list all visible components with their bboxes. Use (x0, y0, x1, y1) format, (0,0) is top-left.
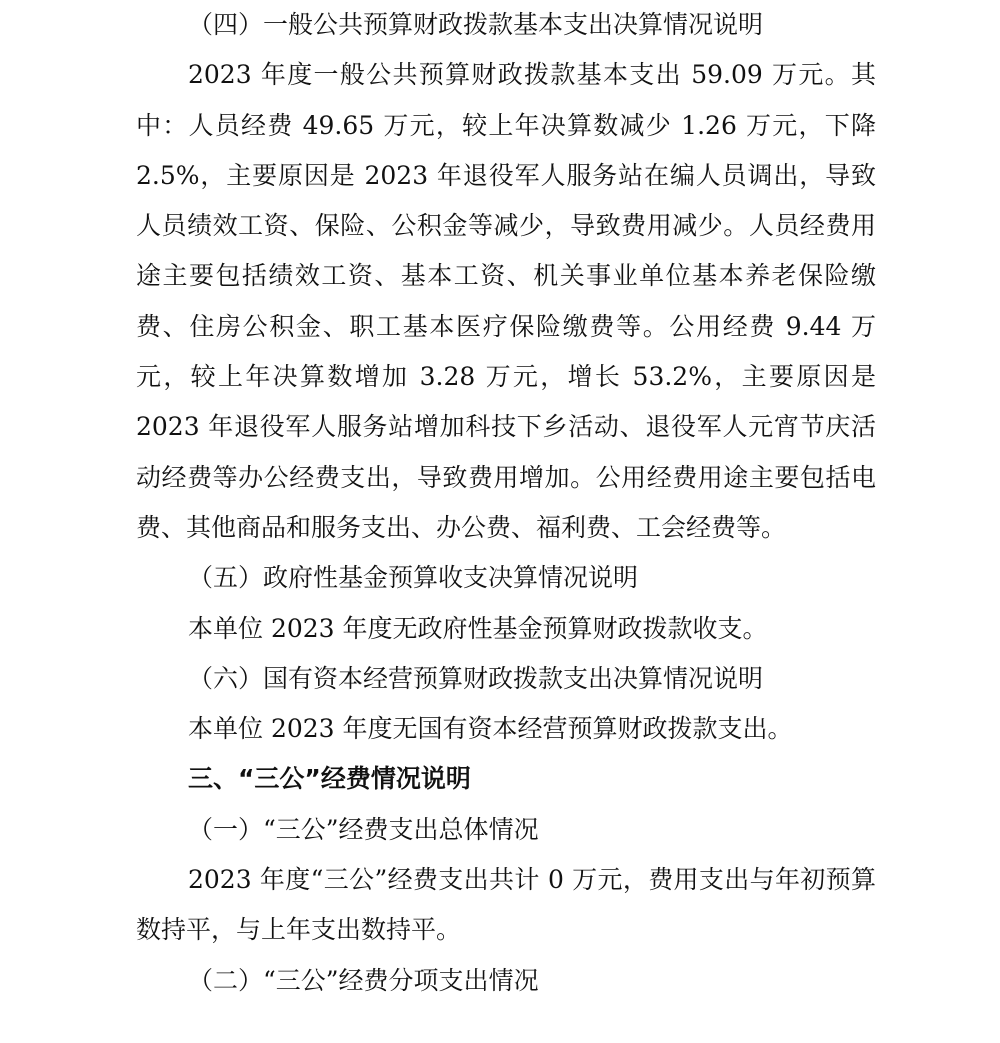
paragraph-three-public-overall: 2023 年度“三公”经费支出共计 0 万元，费用支出与年初预算数持平，与上年支出数持平。 (136, 865, 876, 945)
subheading-general-budget-basic-expenditure: （四）一般公共预算财政拨款基本支出决算情况说明 (188, 10, 764, 39)
paragraph-state-capital-budget: 本单位 2023 年度无国有资本经营预算财政拨款支出。 (188, 714, 793, 744)
heading-three-public-expenses: 三、“三公”经费情况说明 (188, 764, 471, 794)
subheading-state-capital-budget: （六）国有资本经营预算财政拨款支出决算情况说明 (188, 663, 764, 693)
subheading-government-fund-budget: （五）政府性基金预算收支决算情况说明 (188, 563, 639, 593)
subheading-three-public-overall: （一）“三公”经费支出总体情况 (188, 814, 539, 844)
paragraph-government-fund-budget: 本单位 2023 年度无政府性基金预算财政拨款收支。 (188, 613, 768, 643)
subheading-three-public-itemized: （二）“三公”经费分项支出情况 (188, 965, 539, 995)
paragraph-basic-expenditure-detail: 2023 年度一般公共预算财政拨款基本支出 59.09 万元。其中：人员经费 49.65 万元，较上年决算数减少 1.26 万元，下降 2.5%，主要原因是 2023 年退役军人服务站在编人员调出，导致人员绩效工资、保险、公积金等减少，导致费用减少。人员经费用途主要包括绩效工资、基本工资、机关事业单位基本养老保险缴费、住房公积金、职工基本医疗保险缴费等。公用经费 9.44 万元，较上年决算数增加 3.28 万元，增长 53.2%，主要原因是 2023 年退役军人服务站增加科技下乡活动、退役军人元宵节庆活动经费等办公经费支出，导致费用增加。公用经费用途主要包括电费、其他商品和服务支出、办公费、福利费、工会经费等。 (136, 60, 876, 542)
document-body (136, 0, 876, 1006)
